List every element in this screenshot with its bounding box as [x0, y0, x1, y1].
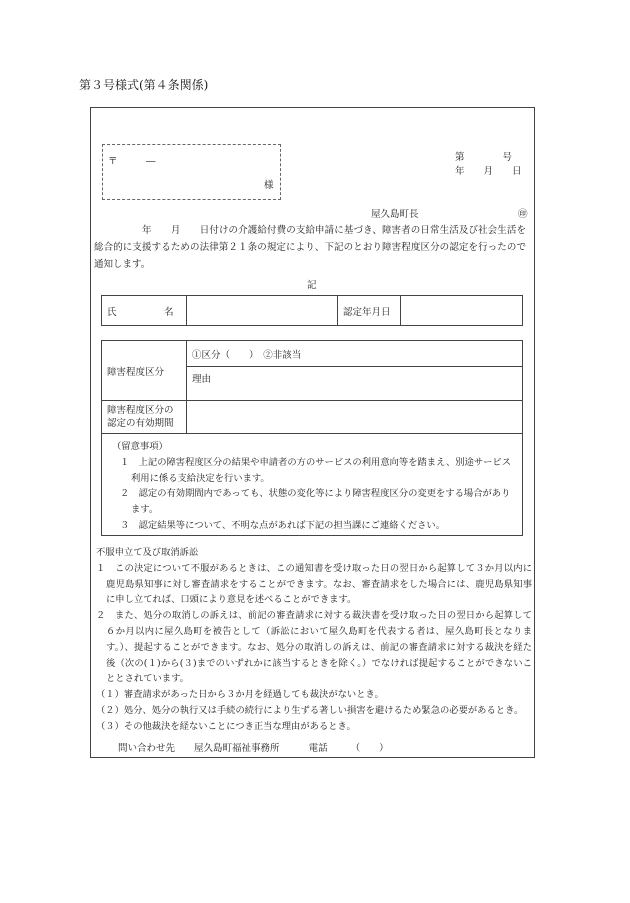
appeal-heading: 不服申立て及び取消訴訟	[96, 547, 199, 558]
form-title: 第３号様式(第４条関係)	[79, 78, 209, 92]
phone-label: 電話	[308, 743, 328, 754]
note-item-1: １ 上記の障害程度区分の結果や申請者の方のサービスの利用意向等を踏まえ、別途サービス利用に係る支給決定を行います。	[120, 456, 512, 484]
contact-office: 屋久島町福祉事務所	[194, 743, 280, 754]
category-label: 障害程度区分	[102, 341, 187, 401]
name-value	[187, 296, 338, 326]
reason-label: 理由	[187, 367, 523, 401]
contact-line	[118, 740, 389, 754]
note-item-2: ２ 認定の有効期間内であっても、状態の変化等により障害程度区分の変更をする場合があります。	[120, 488, 511, 516]
validity-value	[187, 401, 523, 434]
phone-value: （ ）	[350, 743, 389, 754]
name-label: 氏 名	[102, 296, 187, 326]
contact-label: 問い合わせ先	[118, 743, 176, 754]
seal-mark: ㊞	[518, 209, 528, 220]
address-box	[102, 144, 281, 200]
name-table	[101, 295, 523, 326]
appeal-sub-1: （１）審査請求があった日から３か月を経過しても裁決がないとき。	[96, 689, 384, 701]
validity-label-line1: 障害程度区分の	[107, 405, 174, 416]
document-number-line: 第 号	[455, 152, 513, 163]
cert-date-value	[401, 296, 523, 326]
category-value: ①区分（ ） ②非該当	[187, 341, 523, 367]
appeal-sub-2: （２）処分、処分の執行又は手続の続行により生ずる著しい損害を避けるため緊急の必要があるとき。	[96, 704, 524, 716]
document-date-line: 年 月 日	[455, 166, 522, 177]
honorific-sama: 様	[264, 180, 274, 191]
note-item-3: ３ 認定結果等について、不明な点があれば下記の担当課にご連絡ください。	[120, 519, 446, 531]
appeal-section	[96, 545, 532, 735]
ki-heading: 記	[307, 280, 317, 291]
notes-heading: （留意事項）	[112, 441, 168, 452]
category-table	[101, 340, 523, 434]
validity-label-line2: 認定の有効期間	[107, 418, 174, 429]
postal-code-line: 〒 ―	[108, 156, 156, 167]
appeal-paragraph-2: ２ また、処分の取消しの訴えは、前記の審査請求に対する裁決書を受け取った日の翌日から起算して６か月以内に屋久島町を被告として（訴訟において屋久島町を代表する者は、屋久島町長となります。）、提起することができます。なお、処分の取消しの訴えは、前記の審査請求に対する裁決を経た後（次の(１)から(３)までのいずれかに該当するときを除く。）でなければ提起することができないこととされています。	[96, 610, 532, 685]
validity-label	[102, 401, 187, 434]
appeal-paragraph-1: １ この決定について不服があるときは、この通知書を受け取った日の翌日から起算して３か月以内に鹿児島県知事に対し審査請求をすることができます。なお、審査請求をした場合には、鹿児島県知事に申し立てれば、口頭により意見を述べることができます。	[96, 562, 532, 606]
notification-body: 年 月 日付けの介護給付費の支給申請に基づき、障害者の日常生活及び社会生活を総合的に支援するための法律第２１条の規定により、下記のとおり障害程度区分の認定を行ったので通知します。	[94, 225, 526, 270]
appeal-sub-3: （３）その他裁決を経ないことにつき正当な理由があるとき。	[96, 720, 356, 732]
sender-name: 屋久島町長	[371, 209, 419, 220]
notes-box	[101, 432, 523, 536]
cert-date-label: 認定年月日	[338, 296, 401, 326]
